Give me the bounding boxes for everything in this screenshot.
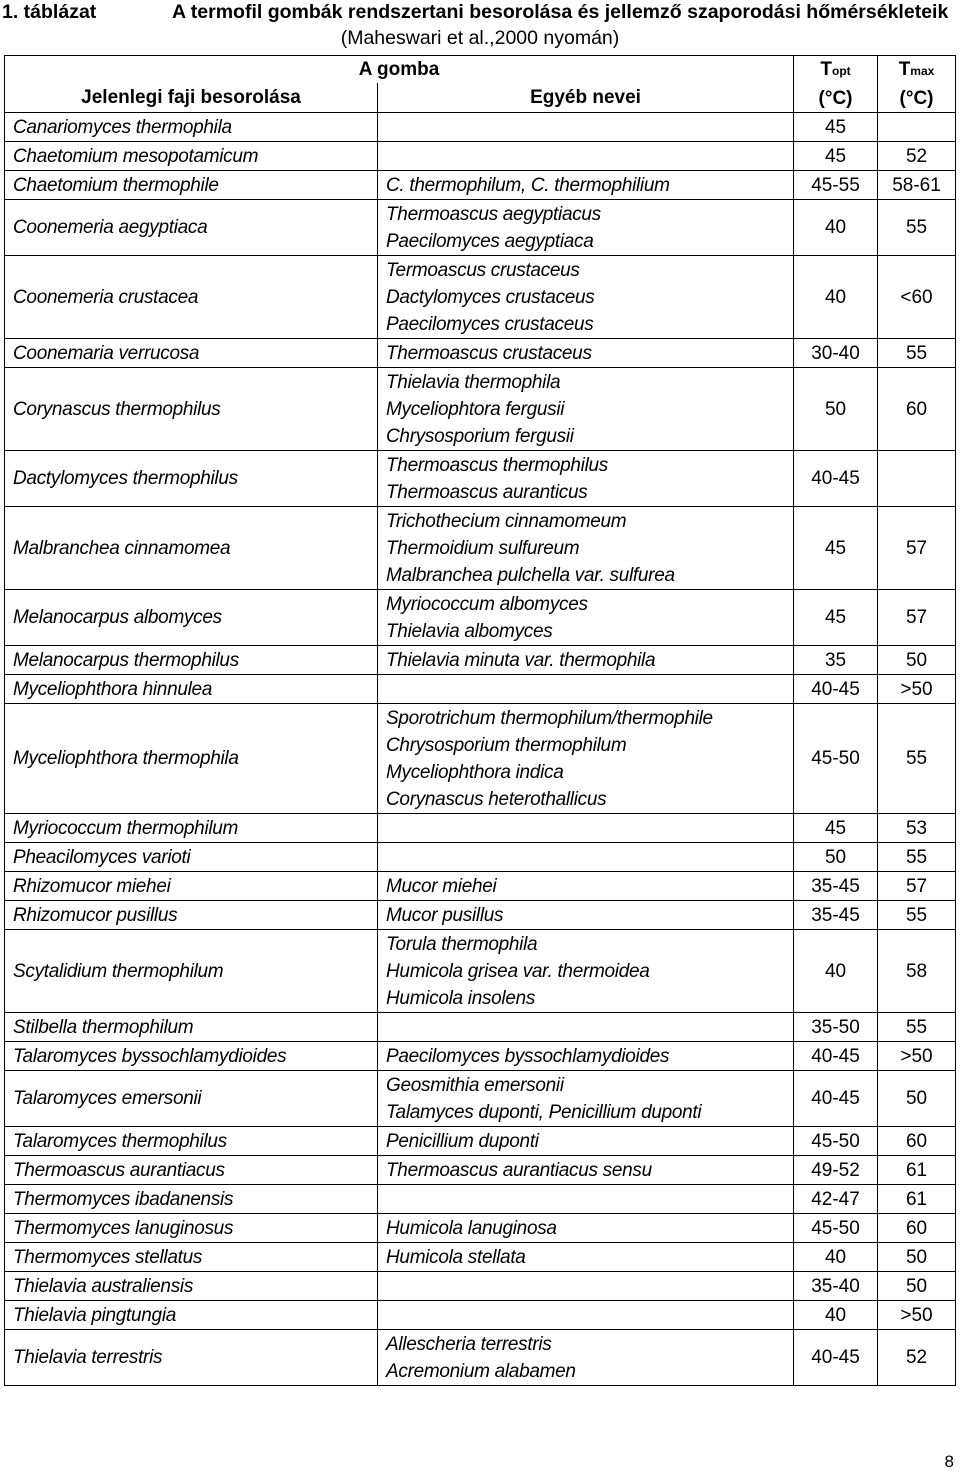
tmax-cell: 58-61: [878, 171, 956, 200]
other-names-cell: [378, 1272, 794, 1301]
tmax-cell: 55: [878, 704, 956, 814]
tmax-cell: 52: [878, 142, 956, 171]
table-row: [5, 1272, 956, 1301]
topt-cell: 45: [794, 113, 878, 142]
synonym: Thermoascus crustaceus: [386, 342, 592, 364]
tmax-cell: [878, 451, 956, 507]
table-body: [5, 113, 956, 1386]
table-row: [5, 843, 956, 872]
species-cell: Thermomyces stellatus: [5, 1243, 378, 1272]
tmax-cell: >50: [878, 675, 956, 704]
other-names-cell: [378, 843, 794, 872]
other-names-cell: [378, 646, 794, 675]
other-names-cell: [378, 368, 794, 451]
tmax-cell: 55: [878, 200, 956, 256]
synonym: Mucor miehei: [386, 875, 497, 897]
table-row: [5, 113, 956, 142]
tmax-cell: 60: [878, 1127, 956, 1156]
topt-cell: 40-45: [794, 675, 878, 704]
tmax-cell: 50: [878, 1272, 956, 1301]
synonym: Sporotrichum thermophilum/thermophile: [386, 707, 713, 729]
other-names-cell: [378, 339, 794, 368]
synonym: Mucor pusillus: [386, 904, 504, 926]
synonym: Thermoascus auranticus: [386, 481, 588, 503]
topt-cell: 45-55: [794, 171, 878, 200]
species-cell: Thielavia pingtungia: [5, 1301, 378, 1330]
synonym: Myceliophtora fergusii: [386, 398, 565, 420]
synonym: Trichothecium cinnamomeum: [386, 510, 627, 532]
synonym: Thielavia albomyces: [386, 620, 553, 642]
other-names-cell: [378, 1330, 794, 1386]
synonym: Paecilomyces crustaceus: [386, 313, 594, 335]
topt-cell: 50: [794, 843, 878, 872]
other-names-cell: [378, 200, 794, 256]
other-names-cell: [378, 171, 794, 200]
synonym: Chrysosporium fergusii: [386, 425, 574, 447]
synonym: Corynascus heterothallicus: [386, 788, 607, 810]
topt-cell: 45-50: [794, 704, 878, 814]
tmax-cell: 50: [878, 1243, 956, 1272]
header-group: A gomba: [5, 56, 794, 84]
table-row: [5, 256, 956, 339]
synonym: Termoascus crustaceus: [386, 259, 580, 281]
tmax-cell: 52: [878, 1330, 956, 1386]
topt-cell: 35: [794, 646, 878, 675]
header-other-names: Egyéb nevei: [378, 83, 794, 113]
tmax-cell: 53: [878, 814, 956, 843]
topt-cell: 42-47: [794, 1185, 878, 1214]
species-cell: Myceliophthora thermophila: [5, 704, 378, 814]
synonym: Dactylomyces crustaceus: [386, 286, 595, 308]
header-tmax: Tmax (°C): [878, 56, 956, 113]
synonym: Thermoascus aegyptiacus: [386, 203, 601, 225]
tmax-cell: 50: [878, 1071, 956, 1127]
synonym: Myceliophthora indica: [386, 761, 564, 783]
tmax-cell: 61: [878, 1185, 956, 1214]
other-names-cell: [378, 590, 794, 646]
header-species: Jelenlegi faji besorolása: [5, 83, 378, 113]
synonym: Thielavia thermophila: [386, 371, 561, 393]
synonym: Paecilomyces aegyptiaca: [386, 230, 594, 252]
other-names-cell: [378, 1042, 794, 1071]
species-cell: Thielavia terrestris: [5, 1330, 378, 1386]
topt-cell: 40: [794, 930, 878, 1013]
table-row: [5, 1243, 956, 1272]
topt-cell: 35-45: [794, 872, 878, 901]
topt-cell: 30-40: [794, 339, 878, 368]
species-cell: Melanocarpus albomyces: [5, 590, 378, 646]
tmax-cell: 57: [878, 590, 956, 646]
other-names-cell: [378, 901, 794, 930]
other-names-cell: [378, 1071, 794, 1127]
synonym: Myriococcum albomyces: [386, 593, 588, 615]
species-cell: Chaetomium thermophile: [5, 171, 378, 200]
species-cell: Myriococcum thermophilum: [5, 814, 378, 843]
topt-cell: 35-40: [794, 1272, 878, 1301]
synonym: Thermoascus aurantiacus sensu: [386, 1159, 652, 1181]
page-number: 8: [944, 1452, 954, 1471]
synonym: Torula thermophila: [386, 933, 538, 955]
other-names-cell: [378, 1156, 794, 1185]
other-names-cell: [378, 113, 794, 142]
tmax-cell: 55: [878, 339, 956, 368]
fungi-table: [4, 55, 956, 1386]
table-row: [5, 1156, 956, 1185]
species-cell: Chaetomium mesopotamicum: [5, 142, 378, 171]
species-cell: Thermomyces ibadanensis: [5, 1185, 378, 1214]
other-names-cell: [378, 451, 794, 507]
species-cell: Dactylomyces thermophilus: [5, 451, 378, 507]
species-cell: Myceliophthora hinnulea: [5, 675, 378, 704]
table-row: [5, 1071, 956, 1127]
table-caption: [0, 0, 960, 56]
synonym: C. thermophilum, C. thermophilium: [386, 174, 670, 196]
species-cell: Thielavia australiensis: [5, 1272, 378, 1301]
species-cell: Coonemeria aegyptiaca: [5, 200, 378, 256]
topt-cell: 40: [794, 200, 878, 256]
species-cell: Talaromyces byssochlamydioides: [5, 1042, 378, 1071]
table-row: [5, 872, 956, 901]
synonym: Geosmithia emersonii: [386, 1074, 564, 1096]
synonym: Thermoascus thermophilus: [386, 454, 608, 476]
table-row: [5, 1214, 956, 1243]
other-names-cell: [378, 872, 794, 901]
topt-cell: 40-45: [794, 451, 878, 507]
synonym: Malbranchea pulchella var. sulfurea: [386, 564, 675, 586]
tmax-cell: 57: [878, 507, 956, 590]
header-row-1: [5, 56, 956, 84]
topt-cell: 35-45: [794, 901, 878, 930]
synonym: Acremonium alabamen: [386, 1360, 576, 1382]
tmax-cell: <60: [878, 256, 956, 339]
table-title: A termofil gombák rendszertani besorolása és jellemző szaporodási hőmérsékleteik: [172, 1, 949, 23]
tmax-cell: [878, 113, 956, 142]
other-names-cell: [378, 1013, 794, 1042]
other-names-cell: [378, 256, 794, 339]
topt-cell: 45: [794, 814, 878, 843]
other-names-cell: [378, 1214, 794, 1243]
tmax-cell: 58: [878, 930, 956, 1013]
synonym: Chrysosporium thermophilum: [386, 734, 627, 756]
species-cell: Rhizomucor miehei: [5, 872, 378, 901]
other-names-cell: [378, 507, 794, 590]
synonym: Penicillium duponti: [386, 1130, 539, 1152]
synonym: Talamyces duponti, Penicillium duponti: [386, 1101, 702, 1123]
topt-cell: 49-52: [794, 1156, 878, 1185]
table-row: [5, 675, 956, 704]
table-row: [5, 646, 956, 675]
table-number: 1. táblázat: [2, 1, 97, 23]
tmax-cell: 50: [878, 646, 956, 675]
table-row: [5, 368, 956, 451]
other-names-cell: [378, 1243, 794, 1272]
species-cell: Scytalidium thermophilum: [5, 930, 378, 1013]
species-cell: Talaromyces thermophilus: [5, 1127, 378, 1156]
tmax-cell: 55: [878, 843, 956, 872]
topt-cell: 45: [794, 507, 878, 590]
topt-cell: 40-45: [794, 1330, 878, 1386]
table-row: [5, 901, 956, 930]
synonym: Thielavia minuta var. thermophila: [386, 649, 656, 671]
table-row: [5, 1042, 956, 1071]
topt-cell: 45-50: [794, 1214, 878, 1243]
table-row: [5, 590, 956, 646]
topt-cell: 40: [794, 1301, 878, 1330]
synonym: Paecilomyces byssochlamydioides: [386, 1045, 670, 1067]
topt-cell: 40: [794, 256, 878, 339]
other-names-cell: [378, 675, 794, 704]
other-names-cell: [378, 142, 794, 171]
table-row: [5, 142, 956, 171]
other-names-cell: [378, 1185, 794, 1214]
table-row: [5, 930, 956, 1013]
table-row: [5, 1301, 956, 1330]
table-row: [5, 1127, 956, 1156]
synonym: Humicola grisea var. thermoidea: [386, 960, 650, 982]
topt-cell: 45-50: [794, 1127, 878, 1156]
species-cell: Coonemeria crustacea: [5, 256, 378, 339]
topt-cell: 40-45: [794, 1042, 878, 1071]
tmax-cell: 55: [878, 901, 956, 930]
table-row: [5, 171, 956, 200]
species-cell: Coonemaria verrucosa: [5, 339, 378, 368]
synonym: Humicola stellata: [386, 1246, 526, 1268]
species-cell: Stilbella thermophilum: [5, 1013, 378, 1042]
table-row: [5, 814, 956, 843]
topt-cell: 40: [794, 1243, 878, 1272]
tmax-cell: >50: [878, 1301, 956, 1330]
other-names-cell: [378, 704, 794, 814]
table-row: [5, 1185, 956, 1214]
other-names-cell: [378, 1127, 794, 1156]
header-topt: Topt (°C): [794, 56, 878, 113]
other-names-cell: [378, 930, 794, 1013]
table-row: [5, 1330, 956, 1386]
table-row: [5, 704, 956, 814]
species-cell: Pheacilomyces varioti: [5, 843, 378, 872]
table-row: [5, 200, 956, 256]
tmax-cell: 60: [878, 368, 956, 451]
other-names-cell: [378, 1301, 794, 1330]
species-cell: Rhizomucor pusillus: [5, 901, 378, 930]
topt-cell: 45: [794, 590, 878, 646]
table-row: [5, 1013, 956, 1042]
species-cell: Thermomyces lanuginosus: [5, 1214, 378, 1243]
table-row: [5, 451, 956, 507]
species-cell: Malbranchea cinnamomea: [5, 507, 378, 590]
table-row: [5, 507, 956, 590]
table-source: (Maheswari et al.,2000 nyomán): [340, 27, 620, 49]
species-cell: Melanocarpus thermophilus: [5, 646, 378, 675]
tmax-cell: 57: [878, 872, 956, 901]
synonym: Allescheria terrestris: [386, 1333, 552, 1355]
table-row: [5, 339, 956, 368]
other-names-cell: [378, 814, 794, 843]
tmax-cell: 61: [878, 1156, 956, 1185]
synonym: Humicola insolens: [386, 987, 536, 1009]
species-cell: Corynascus thermophilus: [5, 368, 378, 451]
species-cell: Thermoascus aurantiacus: [5, 1156, 378, 1185]
tmax-cell: >50: [878, 1042, 956, 1071]
tmax-cell: 55: [878, 1013, 956, 1042]
tmax-cell: 60: [878, 1214, 956, 1243]
topt-cell: 45: [794, 142, 878, 171]
topt-cell: 35-50: [794, 1013, 878, 1042]
species-cell: Talaromyces emersonii: [5, 1071, 378, 1127]
synonym: Thermoidium sulfureum: [386, 537, 580, 559]
species-cell: Canariomyces thermophila: [5, 113, 378, 142]
synonym: Humicola lanuginosa: [386, 1217, 557, 1239]
topt-cell: 50: [794, 368, 878, 451]
topt-cell: 40-45: [794, 1071, 878, 1127]
